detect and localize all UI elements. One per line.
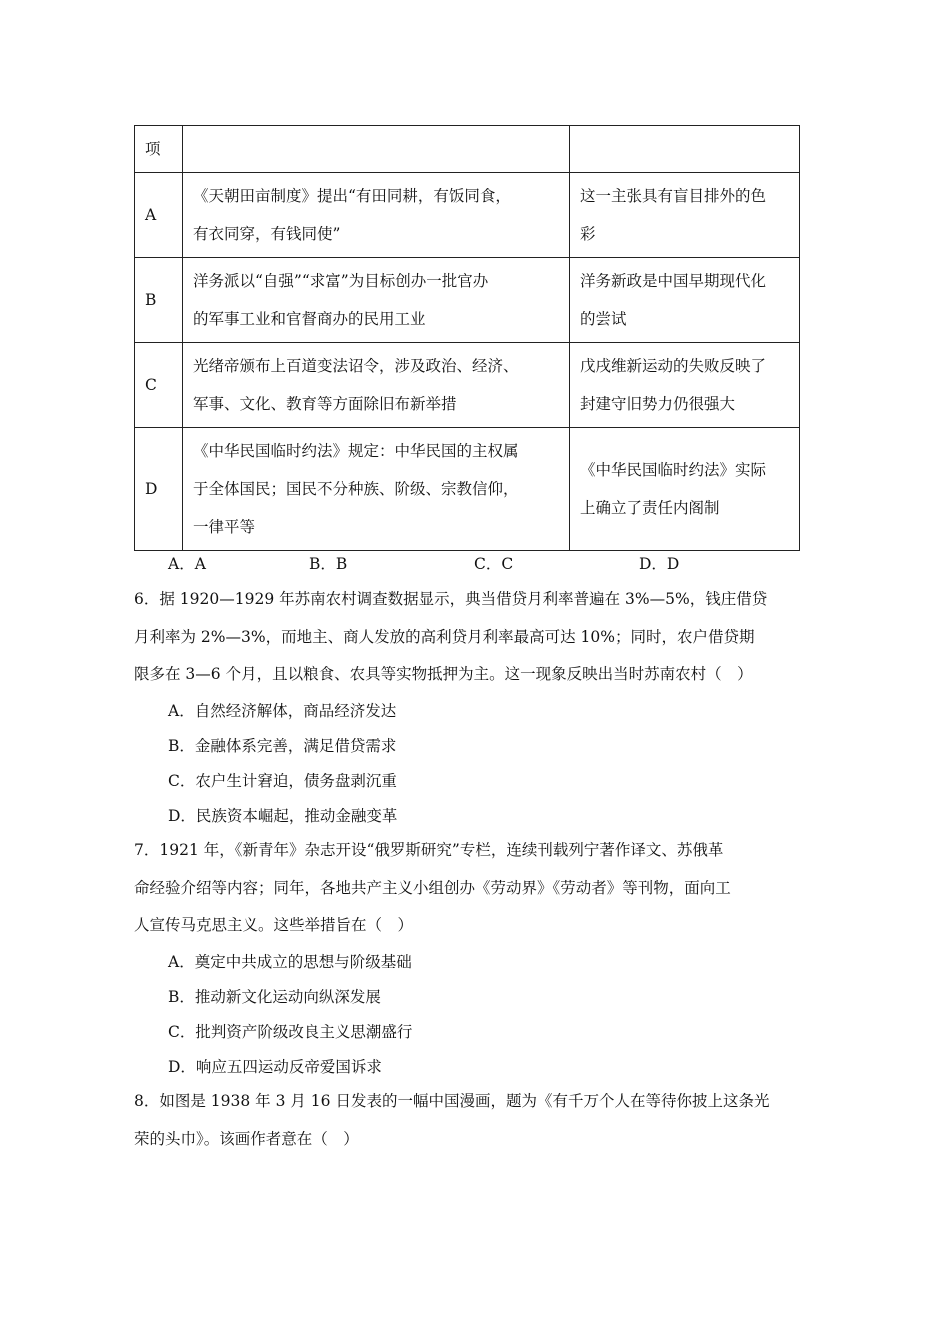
table-row	[135, 258, 800, 343]
table-row	[135, 343, 800, 428]
row-comment-line: 封建守旧势力仍很强大	[580, 395, 736, 413]
question-8	[134, 1083, 809, 1158]
row-content-line: 军事、文化、教育等方面除旧布新举措	[193, 395, 457, 413]
row-label: B	[135, 258, 183, 343]
row-comment	[570, 428, 800, 551]
row-comment	[570, 173, 800, 258]
option-c: C．批判资产阶级改良主义思潮盛行	[168, 1022, 413, 1041]
row-content-line: 有衣同穿，有钱同使”	[193, 225, 341, 243]
option-d: D．响应五四运动反帝爱国诉求	[168, 1057, 382, 1076]
row-comment-line: 的尝试	[580, 310, 627, 328]
option-b: B．推动新文化运动向纵深发展	[168, 987, 381, 1006]
question-stem-line: 人宣传马克思主义。这些举措旨在（ ）	[134, 916, 414, 934]
row-label: A	[135, 173, 183, 258]
row-comment-line: 上确立了责任内阁制	[580, 499, 720, 517]
option-a: A．自然经济解体，商品经济发达	[168, 701, 397, 720]
question-stem-line: 限多在 3—6 个月，且以粮食、农具等实物抵押为主。这一现象反映出当时苏南农村（ ）	[134, 665, 753, 683]
answer-option: A．A	[168, 555, 206, 573]
question-stem-line: 荣的头巾》。该画作者意在（ ）	[134, 1129, 359, 1148]
row-comment-line: 《中华民国临时约法》实际	[580, 461, 767, 479]
question-6	[134, 581, 809, 834]
row-content	[183, 343, 570, 428]
question-7	[134, 832, 809, 1085]
row-content-line: 洋务派以“自强”“求富”为目标创办一批官办	[193, 272, 489, 290]
q5-answer-options	[168, 553, 808, 575]
table-row	[135, 428, 800, 551]
row-content-line: 《中华民国临时约法》规定：中华民国的主权属	[193, 442, 519, 460]
comparison-table	[134, 125, 800, 551]
table-header-cell: 项	[135, 126, 183, 173]
row-content-line: 《天朝田亩制度》提出“有田同耕，有饭同食，	[193, 187, 511, 205]
option-c: C．农户生计窘迫，债务盘剥沉重	[168, 771, 397, 790]
row-comment-line: 戊戌维新运动的失败反映了	[580, 357, 767, 375]
option-d: D．民族资本崛起，推动金融变革	[168, 806, 398, 825]
row-content-line: 一律平等	[193, 518, 256, 536]
row-label: C	[135, 343, 183, 428]
row-content	[183, 428, 570, 551]
row-content	[183, 173, 570, 258]
row-content-line: 于全体国民；国民不分种族、阶级、宗教信仰，	[193, 480, 519, 498]
option-b: B．金融体系完善，满足借贷需求	[168, 736, 397, 755]
row-comment-line: 彩	[580, 225, 596, 243]
table-header-row	[135, 126, 800, 173]
question-stem-line: 6．据 1920—1929 年苏南农村调查数据显示，典当借贷月利率普遍在 3%—5%，钱庄借贷	[134, 590, 768, 608]
option-a: A．奠定中共成立的思想与阶级基础	[168, 952, 412, 971]
answer-option: D．D	[639, 555, 680, 573]
answer-option: B．B	[309, 555, 348, 573]
table-header-cell	[183, 126, 570, 173]
row-label: D	[135, 428, 183, 551]
answer-option: C．C	[474, 555, 514, 573]
row-content-line: 光绪帝颁布上百道变法诏令，涉及政治、经济、	[193, 357, 519, 375]
row-content-line: 的军事工业和官督商办的民用工业	[193, 310, 426, 328]
row-comment	[570, 258, 800, 343]
row-comment-line: 洋务新政是中国早期现代化	[580, 272, 767, 290]
table-row	[135, 173, 800, 258]
table-header-cell	[570, 126, 800, 173]
question-stem-line: 月利率为 2%—3%，而地主、商人发放的高利贷月利率最高可达 10%；同时，农户借贷期	[134, 627, 755, 646]
row-content	[183, 258, 570, 343]
question-stem-line: 8．如图是 1938 年 3 月 16 日发表的一幅中国漫画，题为《有千万个人在等待你披上这条光	[134, 1092, 770, 1110]
question-stem-line: 命经验介绍等内容；同年，各地共产主义小组创办《劳动界》《劳动者》等刊物，面向工	[134, 878, 731, 897]
row-comment	[570, 343, 800, 428]
question-stem-line: 7．1921 年，《新青年》杂志开设“俄罗斯研究”专栏，连续刊载列宁著作译文、苏俄革	[134, 841, 724, 859]
row-comment-line: 这一主张具有盲目排外的色	[580, 187, 767, 205]
